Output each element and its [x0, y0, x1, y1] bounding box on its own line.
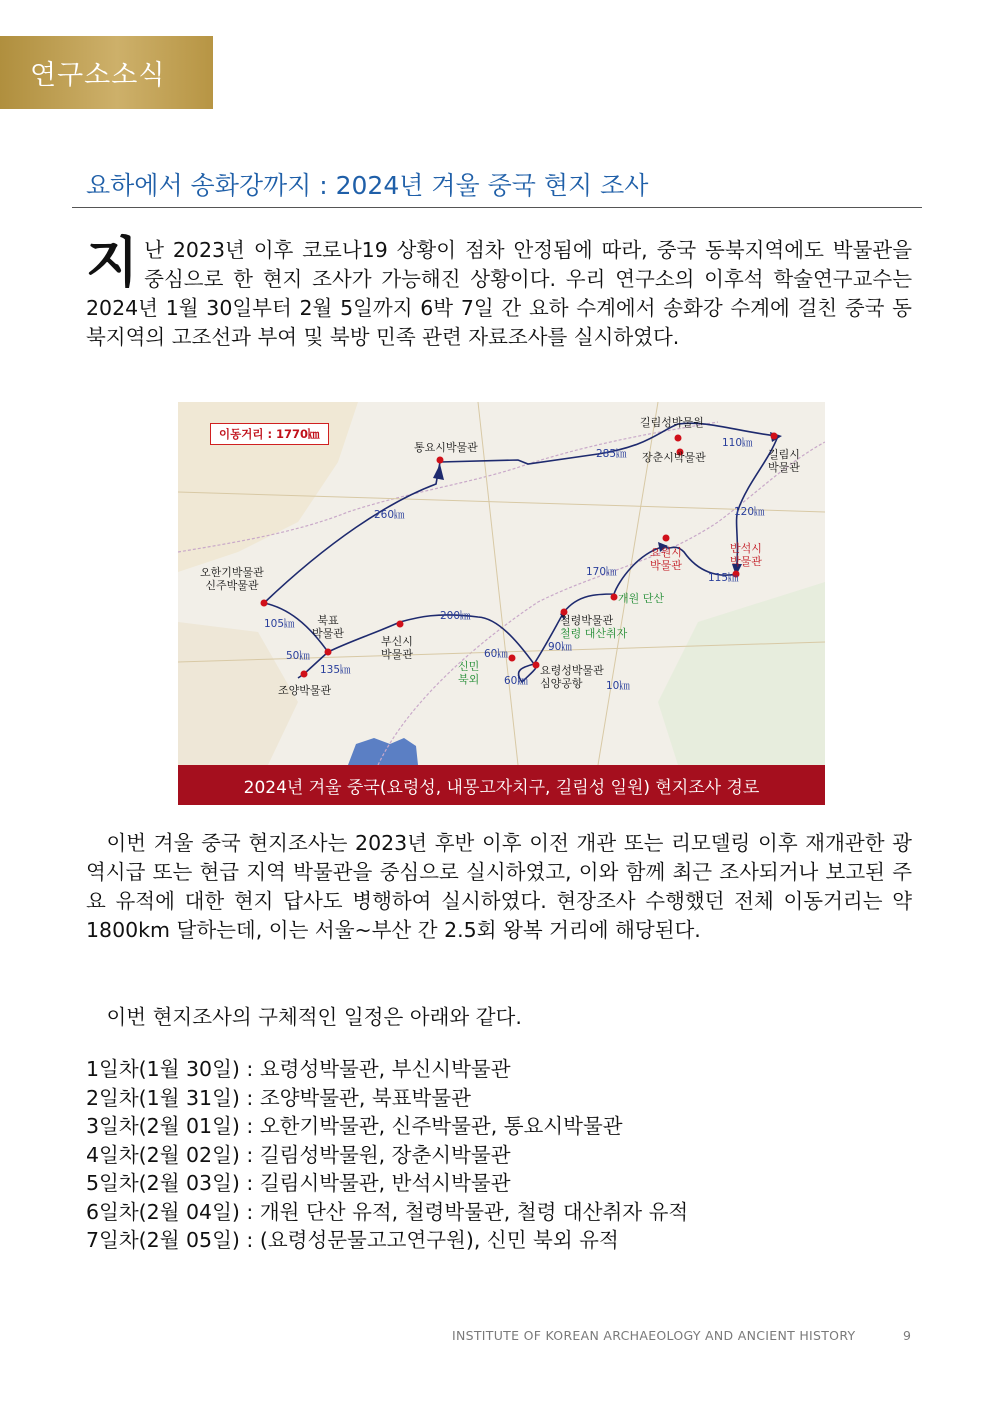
distance-label: 60㎞ — [504, 675, 528, 687]
label-liaoyuan-museum: 요원시 박물관 — [650, 546, 682, 572]
distance-label: 60㎞ — [484, 648, 508, 660]
distance-label: 110㎞ — [722, 437, 753, 449]
body-paragraph-text: 이번 겨울 중국 현지조사는 2023년 후반 이후 이전 개관 또는 리모델링 이후 재개관한 광역시급 또는 현급 지역 박물관을 중심으로 실시하였고, 이와 함께 최근 조사되거나 보고된 주요 유적에 대한 현지 답사도 병행하여 실시하였다. 현장조사 수행했던 전체 이동거리는 약 1800km 달하는데, 이는 서울~부산 간 2.5회 왕복 거리에 해당된다. — [86, 831, 912, 942]
label-aohan-xinzhou: 오한기박물관 신주박물관 — [200, 566, 264, 592]
schedule-item: 4일차(2월 02일) : 길림성박물원, 장춘시박물관 — [86, 1142, 511, 1167]
title-divider — [72, 207, 922, 208]
distance-label: 115㎞ — [708, 572, 739, 584]
intro-paragraph — [86, 231, 912, 352]
schedule-list — [86, 1055, 688, 1255]
schedule-item: 5일차(2월 03일) : 길림시박물관, 반석시박물관 — [86, 1171, 511, 1195]
intro-text: 난 2023년 이후 코로나19 상황이 점차 안정됨에 따라, 중국 동북지역에도 박물관을 중심으로 한 현지 조사가 가능해진 상황이다. 우리 연구소의 이후석 학술연구교수는 2024년 1월 30일부터 2월 5일까지 6박 7일 간 요하 수계에서 송화강 수계에 걸친 중국 동북지역의 고조선과 부여 및 북방 민족 관련 자료조사를 실시하였다. — [86, 238, 912, 349]
distance-label: 105㎞ — [264, 618, 295, 630]
label-jilin-prov-museum: 길림성박물원 — [640, 416, 704, 429]
label-fuxin-museum: 부신시 박물관 — [381, 635, 413, 661]
distance-label: 90㎞ — [548, 641, 572, 653]
distance-label: 10㎞ — [606, 680, 630, 692]
page-number: 9 — [903, 1328, 911, 1343]
label-tieling: 철령박물관 철령 대산취자 — [560, 614, 628, 640]
label-xinmin-beiwai: 신민 북외 — [458, 660, 480, 686]
distance-label: 285㎞ — [596, 448, 627, 460]
label-changchun-museum: 장춘시박물관 — [642, 451, 706, 464]
drop-cap: 지 — [86, 231, 139, 294]
schedule-item: 3일차(2월 01일) : 오한기박물관, 신주박물관, 통요시박물관 — [86, 1114, 623, 1138]
body-paragraph — [86, 829, 912, 945]
distance-label: 135㎞ — [320, 664, 351, 676]
section-tag: 연구소소식 — [0, 36, 213, 109]
map-legend: 이동거리 : 1770㎞ — [210, 423, 329, 445]
distance-label: 50㎞ — [286, 650, 310, 662]
distance-label: 260㎞ — [374, 509, 405, 521]
distance-label: 170㎞ — [586, 566, 617, 578]
schedule-item: 2일차(1월 31일) : 조양박물관, 북표박물관 — [86, 1085, 471, 1110]
label-jilin-city-museum: 길림시 박물관 — [768, 448, 800, 474]
label-tongyao-museum: 통요시박물관 — [414, 441, 478, 454]
schedule-item: 6일차(2월 04일) : 개원 단산 유적, 철령박물관, 철령 대산취자 유적 — [86, 1199, 689, 1224]
distance-label: 120㎞ — [734, 506, 765, 518]
schedule-item: 1일차(1월 30일) : 요령성박물관, 부신시박물관 — [86, 1057, 511, 1081]
map-caption: 2024년 겨울 중국(요령성, 내몽고자치구, 길림성 일원) 현지조사 경로 — [178, 765, 825, 805]
article-title: 요하에서 송화강까지 : 2024년 겨울 중국 현지 조사 — [86, 171, 649, 200]
label-chaoyang-museum: 조양박물관 — [278, 684, 332, 697]
schedule-item: 7일차(2월 05일) : (요령성문물고고연구원), 신민 북외 유적 — [86, 1228, 619, 1252]
label-panshi-museum: 반석시 박물관 — [730, 542, 762, 568]
route-map — [178, 402, 825, 765]
schedule-intro — [86, 1003, 912, 1032]
label-kaiyuan-dansan: 개원 단산 — [618, 592, 665, 605]
label-beipiao-museum: 북표 박물관 — [312, 614, 344, 640]
footer-institute: INSTITUTE OF KOREAN ARCHAEOLOGY AND ANCIENT HISTORY — [452, 1328, 856, 1343]
schedule-intro-text: 이번 현지조사의 구체적인 일정은 아래와 같다. — [106, 1005, 522, 1029]
label-liaoning-museum: 요령성박물관 심양공항 — [540, 664, 604, 690]
distance-label: 200㎞ — [440, 610, 471, 622]
